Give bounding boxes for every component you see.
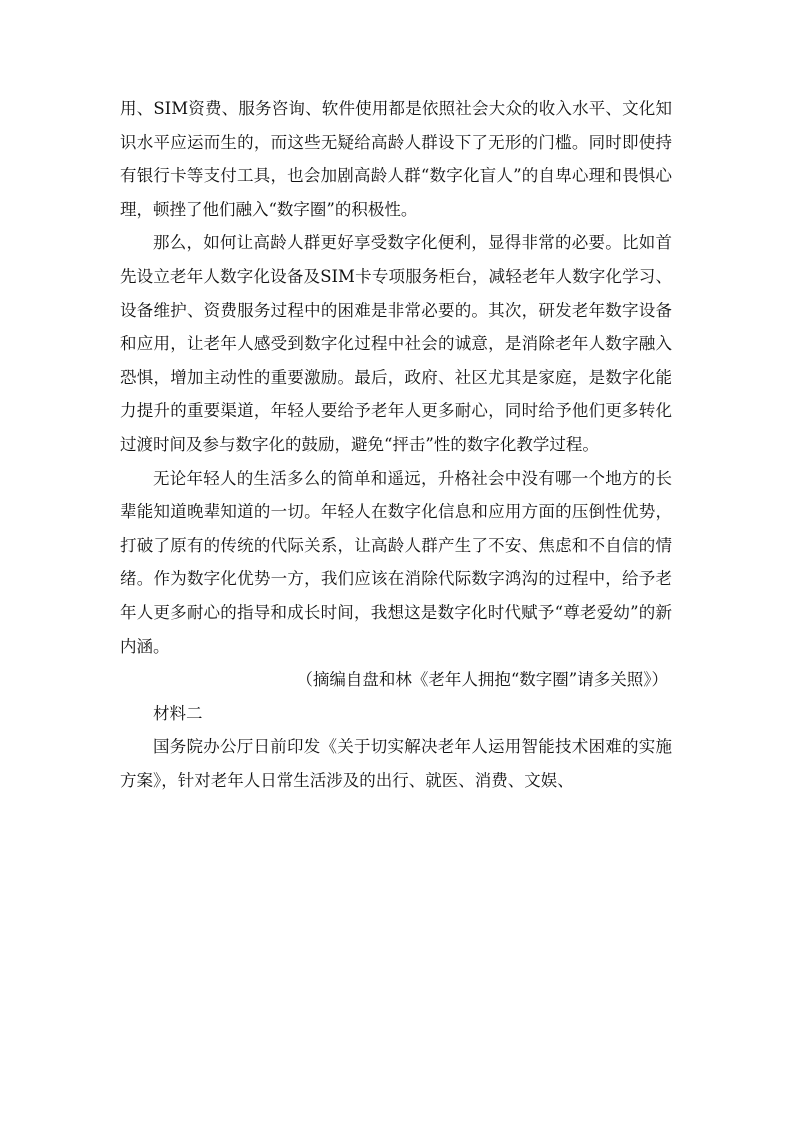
paragraph-conclusion: 无论年轻人的生活多么的简单和遥远，升格社会中没有哪一个地方的长辈能知道晚辈知道的一切。年轻人在数字化信息和应用方面的压倒性优势，打破了原有的传统的代际关系，让高龄人群产生了不安、焦虑和不自信的情绪。作为数字化优势一方，我们应该在消除代际数字鸿沟的过程中，给予老年人更多耐心的指导和成长时间，我想这是数字化时代赋予“尊老爱幼”的新内涵。: [120, 468, 672, 656]
paragraph-solutions: 那么，如何让高龄人群更好享受数字化便利，显得非常的必要。比如首先设立老年人数字化设备及SIM卡专项服务柜台，减轻老年人数字化学习、设备维护、资费服务过程中的困难是非常必要的。其次，研发老年数字设备和应用，让老年人感受到数字化过程中社会的诚意，是消除老年人数字融入恐惧，增加主动性的重要激励。最后，政府、社区尤其是家庭，是数字化能力提升的重要渠道，年轻人要给予老年人更多耐心，同时给予他们更多转化过渡时间及参与数字化的鼓励，避免“抨击”性的数字化教学过程。: [120, 233, 672, 454]
paragraph-continued: 用、SIM资费、服务咨询、软件使用都是依照社会大众的收入水平、文化知识水平应运而生的，而这些无疑给高龄人群设下了无形的门槛。同时即使持有银行卡等支付工具，也会加剧高龄人群“数字化盲人”的自卑心理和畏惧心理，顿挫了他们融入“数字圈”的积极性。: [120, 99, 672, 219]
source-citation: （摘编自盘和林《老年人拥抱“数字圈”请多关照》）: [296, 670, 668, 690]
document-page: [120, 92, 672, 797]
paragraph-material-two: 国务院办公厅日前印发《关于切实解决老年人运用智能技术困难的实施方案》，针对老年人日常生活涉及的出行、就医、消费、文娱、: [120, 737, 672, 790]
section-heading-material-two: 材料二: [153, 703, 203, 723]
